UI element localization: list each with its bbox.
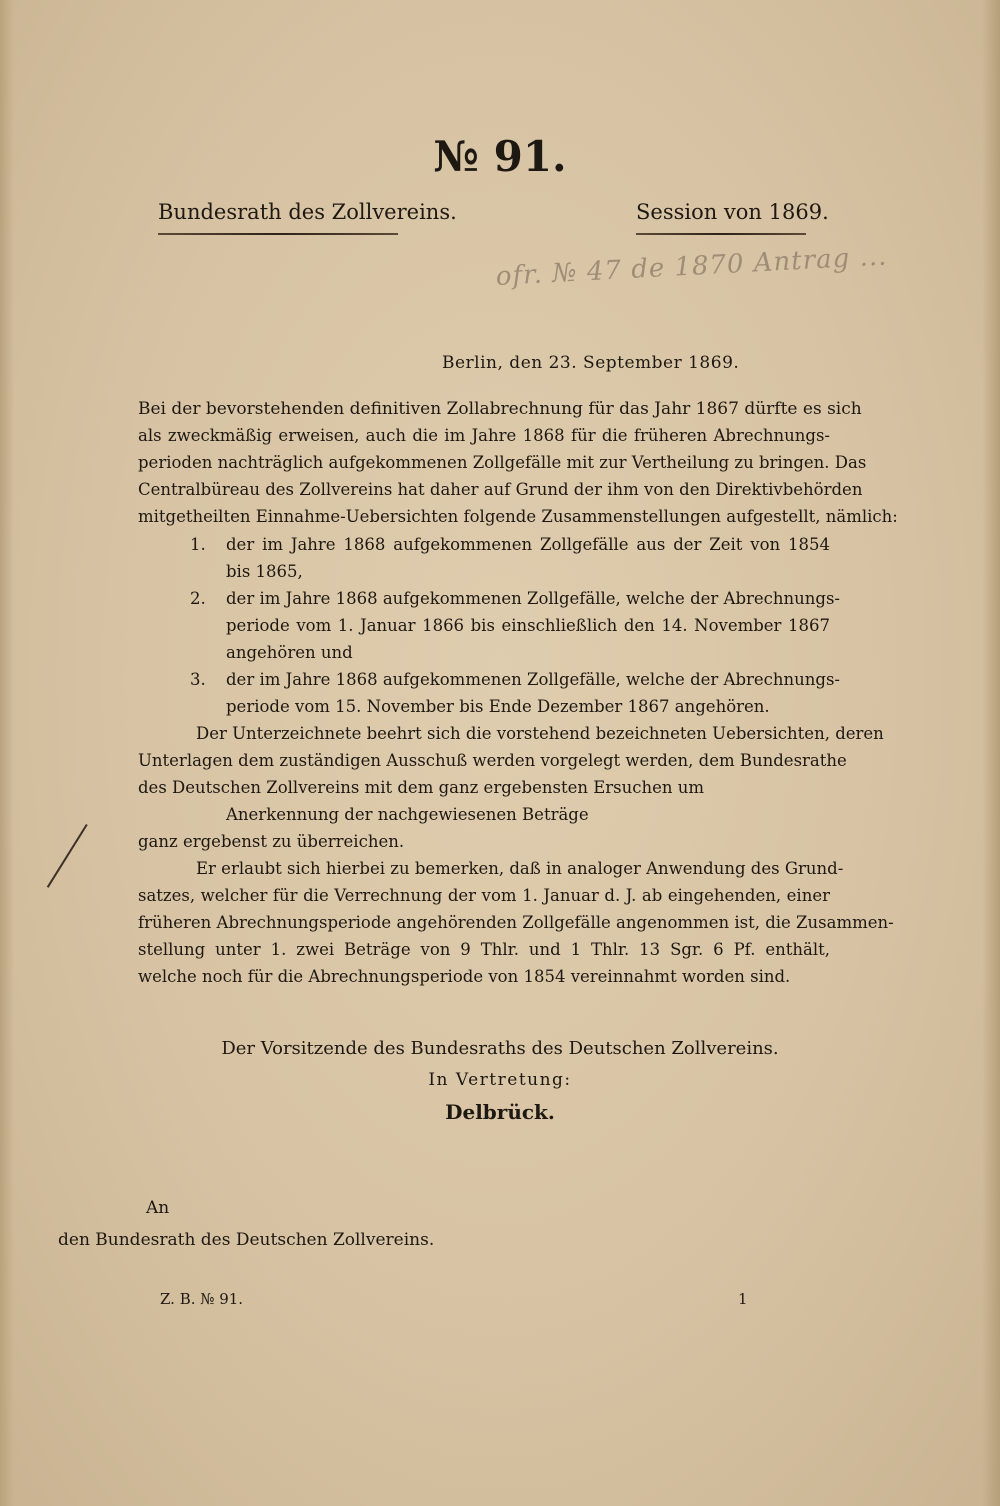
body-line: satzes, welcher für die Verrechnung der vom 1. Januar d. J. ab eingehenden, einer	[138, 886, 830, 905]
signature-title: Der Vorsitzende des Bundesraths des Deutschen Zollvereins.	[221, 1038, 779, 1059]
header-right-title: Session von 1869.	[636, 200, 829, 224]
dateline: Berlin, den 23. September 1869.	[442, 353, 740, 373]
body-line: Der Unterzeichnete beehrt sich die vorstehend bezeichneten Uebersichten, deren	[196, 724, 884, 743]
page-edge-left	[0, 0, 14, 1506]
signature-capacity: In Vertretung:	[428, 1070, 572, 1090]
pen-stroke-mark	[47, 824, 88, 888]
body-line: perioden nachträglich aufgekommenen Zollgefälle mit zur Vertheilung zu bringen. Das	[138, 453, 867, 472]
list-item-number: 2.	[190, 589, 206, 608]
document-number: № 91.	[433, 132, 567, 181]
list-item-line: periode vom 15. November bis Ende Dezember 1867 angehören.	[226, 697, 770, 716]
footer-reference: Z. B. № 91.	[160, 1290, 244, 1308]
body-line: Er erlaubt sich hierbei zu bemerken, daß in analoger Anwendung des Grund-	[196, 859, 844, 878]
list-item-line: der im Jahre 1868 aufgekommenen Zollgefälle, welche der Abrechnungs-	[226, 670, 841, 689]
header-right-rule	[636, 233, 806, 235]
body-line: welche noch für die Abrechnungsperiode von 1854 vereinnahmt worden sind.	[138, 967, 791, 986]
list-item-number: 3.	[190, 670, 206, 689]
body-line: Bei der bevorstehenden definitiven Zollabrechnung für das Jahr 1867 dürfte es sich	[138, 399, 862, 419]
address-line: An	[146, 1198, 170, 1218]
body-line: stellung unter 1. zwei Beträge von 9 Thlr. und 1 Thlr. 13 Sgr. 6 Pf. enthält,	[138, 940, 830, 959]
list-item-line: periode vom 1. Januar 1866 bis einschließlich den 14. November 1867	[226, 616, 830, 635]
list-item-line: der im Jahre 1868 aufgekommenen Zollgefälle aus der Zeit von 1854	[226, 535, 830, 554]
list-item-line: bis 1865,	[226, 562, 303, 581]
address-line: den Bundesrath des Deutschen Zollvereins.	[58, 1230, 435, 1250]
handwritten-note: ofr. № 47 de 1870 Antrag ...	[495, 241, 888, 292]
page-edge-right	[982, 0, 1000, 1506]
list-item-number: 1.	[190, 535, 206, 554]
signatory-name: Delbrück.	[445, 1100, 555, 1124]
body-line: Unterlagen dem zuständigen Ausschuß werden vorgelegt werden, dem Bundesrathe	[138, 751, 847, 770]
body-line: mitgetheilten Einnahme-Uebersichten folgende Zusammenstellungen aufgestellt, nämlich:	[138, 507, 898, 526]
body-line: ganz ergebenst zu überreichen.	[138, 832, 405, 851]
page-number: 1	[738, 1290, 748, 1308]
body-line: Centralbüreau des Zollvereins hat daher auf Grund der ihm von den Direktivbehörden	[138, 480, 863, 499]
body-line: früheren Abrechnungsperiode angehörenden Zollgefälle angenommen ist, die Zusammen-	[138, 913, 894, 932]
body-line: des Deutschen Zollvereins mit dem ganz ergebensten Ersuchen um	[138, 778, 705, 797]
body-line: Anerkennung der nachgewiesenen Beträge	[226, 805, 589, 824]
list-item-line: angehören und	[226, 643, 353, 662]
body-line: als zweckmäßig erweisen, auch die im Jahre 1868 für die früheren Abrechnungs-	[138, 426, 830, 445]
list-item-line: der im Jahre 1868 aufgekommenen Zollgefälle, welche der Abrechnungs-	[226, 589, 841, 608]
header-left-rule	[158, 233, 398, 235]
header-left-title: Bundesrath des Zollvereins.	[158, 200, 457, 224]
